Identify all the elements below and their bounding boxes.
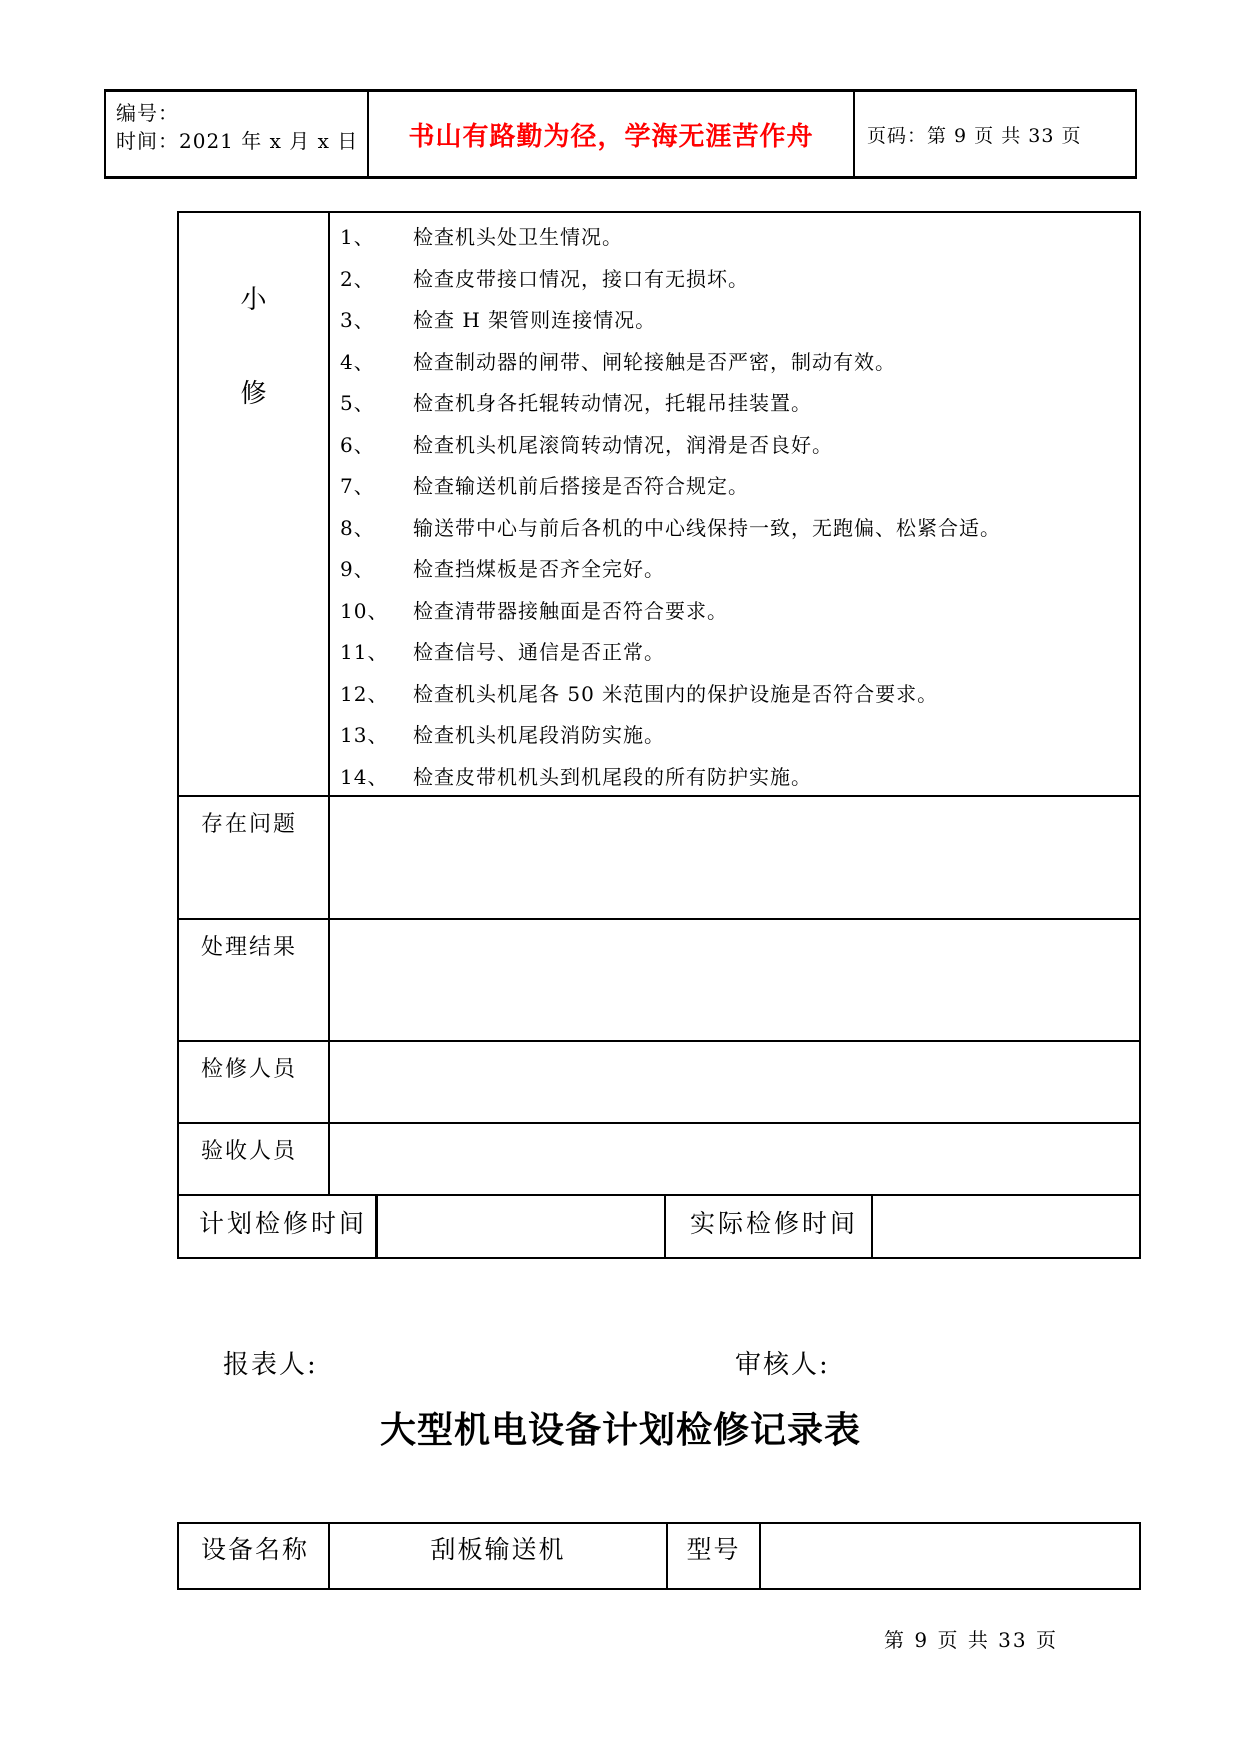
item-text: 检查机头处卫生情况。 (413, 225, 623, 249)
existing-problems-row (179, 795, 1139, 918)
item-text: 检查机头机尾各 50 米范围内的保护设施是否符合要求。 (413, 681, 939, 706)
existing-problems-value[interactable] (330, 797, 1139, 918)
item-number: 12、 (340, 681, 389, 706)
acceptor-label: 验收人员 (179, 1124, 330, 1194)
item-number: 5、 (340, 391, 375, 415)
maintenance-record-table (177, 211, 1141, 1259)
checklist-item (330, 508, 1139, 550)
handling-result-label: 处理结果 (179, 920, 330, 1040)
item-number: 10、 (340, 598, 389, 623)
repair-type-char: 修 (240, 379, 267, 409)
model-label: 型号 (668, 1524, 761, 1588)
item-number: 2、 (340, 266, 375, 291)
checklist-item (330, 342, 1139, 384)
time-label: 时间：2021 年 x 月 x 日 (116, 129, 359, 153)
item-text: 检查制动器的闸带、闸轮接触是否严密，制动有效。 (413, 349, 896, 374)
item-number: 11、 (340, 640, 389, 664)
repair-type-char: 小 (240, 285, 267, 315)
item-number: 8、 (340, 515, 375, 540)
item-text: 检查机身各托辊转动情况，托辊吊挂装置。 (413, 391, 812, 415)
repairer-label: 检修人员 (179, 1042, 330, 1122)
handling-result-value[interactable] (330, 920, 1139, 1040)
planned-time-label: 计划检修时间 (179, 1196, 378, 1257)
item-number: 7、 (340, 474, 375, 498)
item-text: 检查清带器接触面是否符合要求。 (413, 598, 728, 623)
item-number: 1、 (340, 225, 375, 249)
checklist-item (330, 425, 1139, 467)
item-number: 6、 (340, 432, 375, 457)
acceptor-row (179, 1122, 1139, 1194)
existing-problems-label: 存在问题 (179, 797, 330, 918)
checklist-item (330, 632, 1139, 674)
checklist (330, 213, 1139, 795)
minor-repair-row (179, 213, 1139, 795)
reviewer-signature-label: 审核人: (735, 1350, 830, 1380)
page-footer: 第 9 页 共 33 页 (884, 1628, 1058, 1652)
header-box (104, 89, 1137, 179)
page-info: 页码：第 9 页 共 33 页 (867, 124, 1082, 147)
actual-time-value[interactable] (873, 1196, 1139, 1257)
equipment-table (177, 1522, 1141, 1590)
handling-result-row (179, 918, 1139, 1040)
checklist-item (330, 757, 1139, 799)
item-number: 4、 (340, 349, 375, 374)
item-text: 检查机头机尾滚筒转动情况，润滑是否良好。 (413, 432, 833, 457)
reporter-signature-label: 报表人: (223, 1350, 318, 1380)
item-number: 13、 (340, 723, 389, 747)
checklist-item (330, 591, 1139, 633)
checklist-item (330, 466, 1139, 508)
model-value[interactable] (761, 1524, 1139, 1588)
repair-type-cell (179, 213, 330, 795)
motto-text: 书山有路勤为径，学海无涯苦作舟 (408, 121, 814, 152)
header-motto-cell (369, 92, 855, 176)
item-text: 检查 H 架管则连接情况。 (413, 308, 657, 332)
repairer-value[interactable] (330, 1042, 1139, 1122)
page-title: 大型机电设备计划检修记录表 (379, 1409, 861, 1450)
item-text: 检查输送机前后搭接是否符合规定。 (413, 474, 749, 498)
checklist-item (330, 674, 1139, 716)
item-text: 检查信号、通信是否正常。 (413, 640, 665, 664)
header-meta-cell (106, 92, 369, 176)
checklist-item (330, 383, 1139, 425)
checklist-item (330, 217, 1139, 259)
item-text: 检查挡煤板是否齐全完好。 (413, 557, 665, 581)
acceptor-value[interactable] (330, 1124, 1139, 1194)
equipment-name-label: 设备名称 (179, 1524, 330, 1588)
checklist-item (330, 259, 1139, 301)
item-text: 输送带中心与前后各机的中心线保持一致，无跑偏、松紧合适。 (413, 515, 1001, 540)
number-label: 编号： (116, 101, 179, 125)
item-text: 检查机头机尾段消防实施。 (413, 723, 665, 747)
header-page-cell (855, 92, 1135, 176)
checklist-item (330, 715, 1139, 757)
item-number: 9、 (340, 557, 375, 581)
actual-time-label: 实际检修时间 (666, 1196, 873, 1257)
checklist-item (330, 549, 1139, 591)
item-text: 检查皮带接口情况，接口有无损坏。 (413, 266, 749, 291)
item-number: 3、 (340, 308, 375, 332)
time-row (179, 1194, 1139, 1257)
equipment-name-value: 刮板输送机 (330, 1524, 668, 1588)
item-number: 14、 (340, 764, 389, 789)
planned-time-value[interactable] (378, 1196, 666, 1257)
repairer-row (179, 1040, 1139, 1122)
checklist-item (330, 300, 1139, 342)
item-text: 检查皮带机机头到机尾段的所有防护实施。 (413, 764, 812, 789)
